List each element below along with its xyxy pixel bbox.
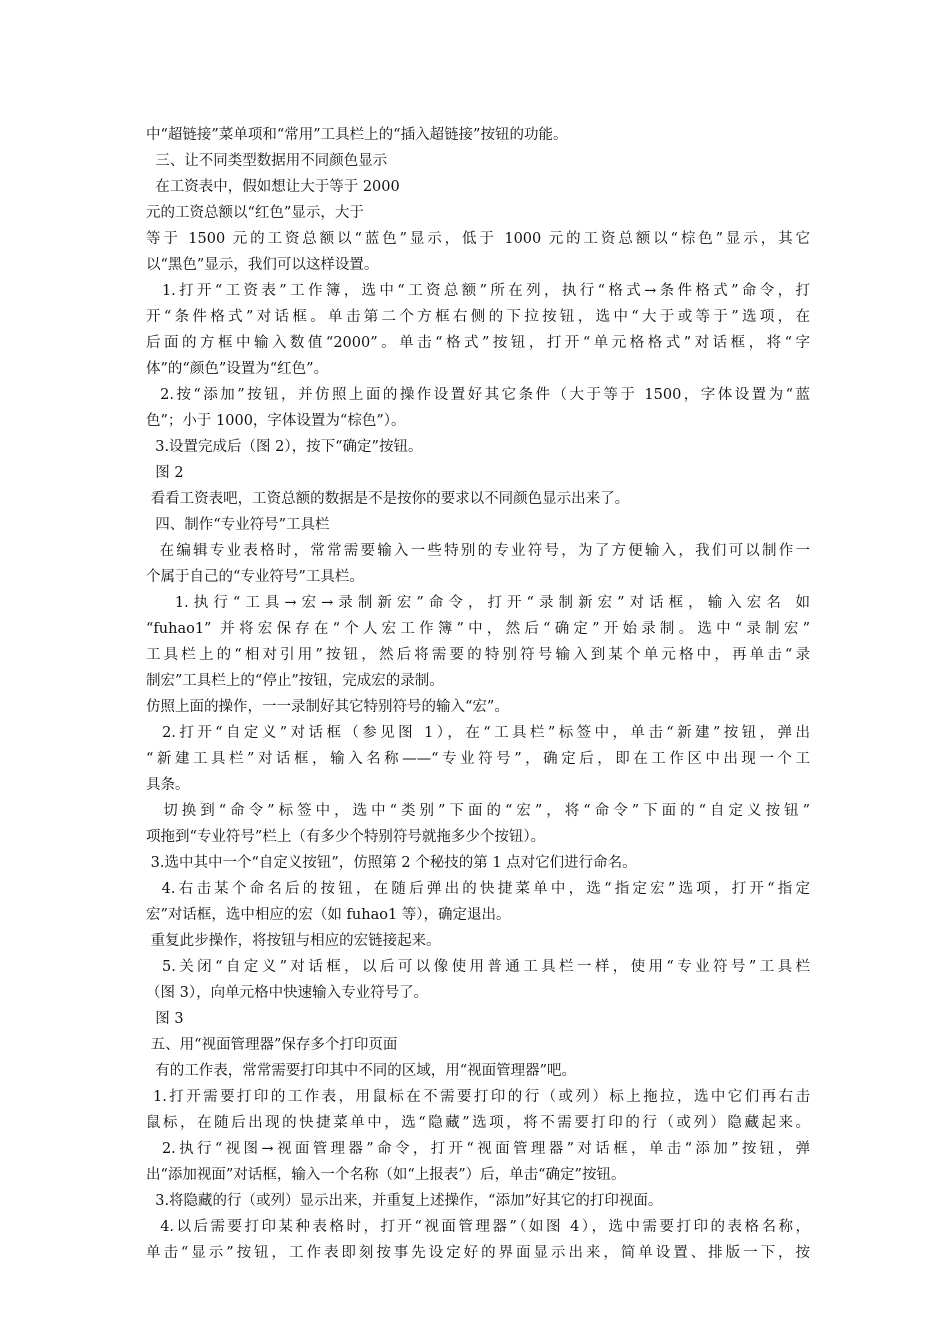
text-line: 元的工资总额以“红色”显示，大于	[146, 205, 364, 221]
text-line: 1.打开“工资表”工作簿，选中“工资总额”所在列，执行“格式→条件格式”命令，打	[146, 283, 810, 299]
text-line: 重复此步操作，将按钮与相应的宏链接起来。	[146, 933, 441, 949]
text-line: 1.执行“工具→宏→录制新宏”命令，打开“录制新宏”对话框，输入宏名 如	[146, 595, 810, 611]
text-line: 单击“显示”按钮，工作表即刻按事先设定好的界面显示出来，简单设置、排版一下，按	[146, 1245, 810, 1261]
text-line: 4.以后需要打印某种表格时，打开“视面管理器”（如图 4），选中需要打印的表格名称，	[146, 1219, 810, 1235]
text-line: 出“添加视面”对话框，输入一个名称（如“上报表”）后，单击“确定”按钮。	[146, 1167, 626, 1183]
text-line: 1.打开需要打印的工作表，用鼠标在不需要打印的行（或列）标上拖拉，选中它们再右击	[146, 1089, 810, 1105]
text-line: 三、让不同类型数据用不同颜色显示	[146, 153, 388, 169]
text-line: 具条。	[146, 777, 190, 793]
text-line: 在工资表中，假如想让大于等于 2000	[146, 179, 400, 195]
text-line: 2.按“添加”按钮，并仿照上面的操作设置好其它条件（大于等于 1500，字体设置为“蓝	[146, 387, 810, 403]
text-line: 看看工资表吧，工资总额的数据是不是按你的要求以不同颜色显示出来了。	[146, 491, 630, 507]
text-line: 五、用“视面管理器”保存多个打印页面	[146, 1037, 398, 1053]
text-line: 鼠标，在随后出现的快捷菜单中，选“隐藏”选项，将不需要打印的行（或列）隐藏起来。	[146, 1115, 810, 1131]
text-line: 工具栏上的“相对引用”按钮，然后将需要的特别符号输入到某个单元格中，再单击“录	[146, 647, 810, 663]
text-line: 3.将隐藏的行（或列）显示出来，并重复上述操作，“添加”好其它的打印视面。	[146, 1193, 663, 1209]
text-line: 等于 1500 元的工资总额以“蓝色”显示，低于 1000 元的工资总额以“棕色”显示，其它	[146, 231, 810, 247]
text-line: 色”；小于 1000，字体设置为“棕色”）。	[146, 413, 406, 429]
text-line: 宏”对话框，选中相应的宏（如 fuhao1 等），确定退出。	[146, 907, 511, 923]
text-line: 3.设置完成后（图 2），按下“确定”按钮。	[146, 439, 423, 455]
text-line: 2.打开“自定义”对话框（参见图 1），在“工具栏”标签中，单击“新建”按钮，弹出	[146, 725, 810, 741]
text-line: 项拖到“专业符号”栏上（有多少个特别符号就拖多少个按钮）。	[146, 829, 546, 845]
text-line: 制宏”工具栏上的“停止”按钮，完成宏的录制。	[146, 673, 444, 689]
text-line: 在编辑专业表格时，常常需要输入一些特别的专业符号，为了方便输入，我们可以制作一	[146, 543, 810, 559]
document-body	[146, 122, 810, 1266]
text-line: 3.选中其中一个“自定义按钮”，仿照第 2 个秘技的第 1 点对它们进行命名。	[146, 855, 637, 871]
text-line: 四、制作“专业符号”工具栏	[146, 517, 330, 533]
text-line: 切换到“命令”标签中，选中“类别”下面的“宏”，将“命令”下面的“自定义按钮”	[146, 803, 810, 819]
text-line: 4.右击某个命名后的按钮，在随后弹出的快捷菜单中，选“指定宏”选项，打开“指定	[146, 881, 810, 897]
text-line: 仿照上面的操作，一一录制好其它特别符号的输入“宏”。	[146, 699, 509, 715]
text-line: 体”的“颜色”设置为“红色”。	[146, 361, 329, 377]
text-line: 图 2	[146, 465, 184, 481]
text-line: 个属于自己的“专业符号”工具栏。	[146, 569, 364, 585]
text-line: “新建工具栏”对话框，输入名称——“专业符号”，确定后，即在工作区中出现一个工	[146, 751, 810, 767]
text-line: 开“条件格式”对话框。单击第二个方框右侧的下拉按钮，选中“大于或等于”选项，在	[146, 309, 810, 325]
text-line: 以“黑色”显示，我们可以这样设置。	[146, 257, 379, 273]
text-line: 中“超链接”菜单项和“常用”工具栏上的“插入超链接”按钮的功能。	[146, 127, 568, 143]
text-line: 5.关闭“自定义”对话框，以后可以像使用普通工具栏一样，使用“专业符号”工具栏	[146, 959, 810, 975]
text-line: “fuhao1” 并将宏保存在“个人宏工作簿”中，然后“确定”开始录制。选中“录制宏”	[146, 621, 810, 637]
text-line: 图 3	[146, 1011, 184, 1027]
text-line: 后面的方框中输入数值“2000”。单击“格式”按钮，打开“单元格格式”对话框，将“字	[146, 335, 810, 351]
text-line: （图 3），向单元格中快速输入专业符号了。	[146, 985, 429, 1001]
text-line: 2.执行“视图→视面管理器”命令，打开“视面管理器”对话框，单击“添加”按钮，弹	[146, 1141, 810, 1157]
text-line: 有的工作表，常常需要打印其中不同的区域，用“视面管理器”吧。	[146, 1063, 577, 1079]
